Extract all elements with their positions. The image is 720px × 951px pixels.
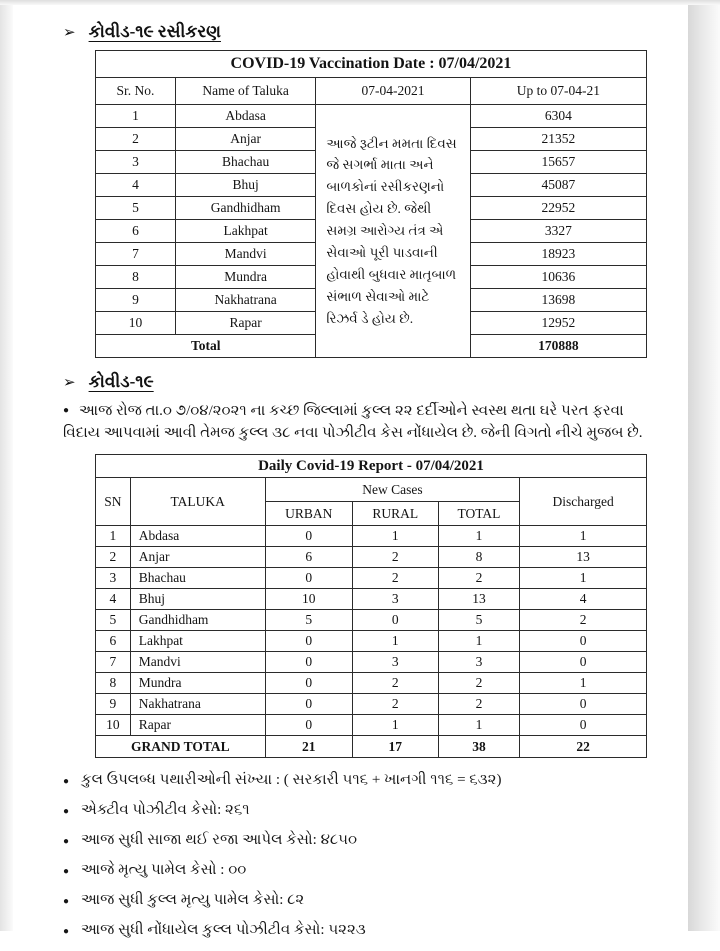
table-row [96, 631, 647, 652]
taluka-cell: Abdasa [130, 526, 265, 547]
upto-cell: 13698 [470, 289, 646, 312]
vaccination-table-title-row [96, 51, 647, 78]
taluka-cell: Anjar [130, 547, 265, 568]
header-total: TOTAL [438, 502, 520, 526]
table-row [96, 652, 647, 673]
discharged-cell: 0 [520, 715, 647, 736]
urban-cell: 0 [265, 715, 352, 736]
daily-report-table [95, 454, 647, 758]
sn-cell: 8 [96, 673, 131, 694]
table-row [96, 673, 647, 694]
taluka-cell: Abdasa [175, 105, 316, 128]
header-urban: URBAN [265, 502, 352, 526]
bullet-text: એક્ટીવ પોઝીટીવ કેસો: ૨૬૧ [81, 802, 250, 818]
sn-cell: 9 [96, 694, 131, 715]
total-cell: 2 [438, 673, 520, 694]
daily-table-header-row-1 [96, 478, 647, 502]
list-item [63, 891, 720, 911]
table-row [96, 694, 647, 715]
urban-cell: 0 [265, 694, 352, 715]
section-heading-text: કોવીડ-૧૯ રસીકરણ [88, 22, 221, 41]
discharged-cell: 1 [520, 673, 647, 694]
list-item [63, 861, 720, 881]
total-label: Total [96, 335, 316, 358]
upto-cell: 22952 [470, 197, 646, 220]
sr-cell: 2 [96, 128, 176, 151]
bullet-icon: ● [63, 806, 70, 817]
total-cell: 13 [438, 589, 520, 610]
taluka-cell: Bhuj [130, 589, 265, 610]
daily-table-title: Daily Covid-19 Report - 07/04/2021 [96, 455, 647, 478]
table-row [96, 547, 647, 568]
sn-cell: 4 [96, 589, 131, 610]
section-heading-covid [63, 372, 720, 392]
grand-total-label: GRAND TOTAL [96, 736, 266, 758]
urban-cell: 0 [265, 673, 352, 694]
taluka-cell: Mandvi [175, 243, 316, 266]
rural-cell: 3 [352, 652, 438, 673]
sr-cell: 5 [96, 197, 176, 220]
table-row [96, 610, 647, 631]
upto-cell: 21352 [470, 128, 646, 151]
arrowhead-icon: ➢ [63, 25, 76, 41]
arrowhead-icon: ➢ [63, 375, 76, 391]
sn-cell: 3 [96, 568, 131, 589]
grand-total-total: 38 [438, 736, 520, 758]
bullet-text: આજે મૃત્યુ પામેલ કેસો : ૦૦ [81, 862, 247, 878]
urban-cell: 10 [265, 589, 352, 610]
bullet-text: કુલ ઉપલબ્ધ પથારીઓની સંખ્યા : ( સરકારી ૫૧૬ + ખાનગી ૧૧૬ = ૬૩૨) [81, 772, 502, 788]
upto-cell: 12952 [470, 312, 646, 335]
discharged-cell: 4 [520, 589, 647, 610]
taluka-cell: Gandhidham [130, 610, 265, 631]
taluka-cell: Bhuj [175, 174, 316, 197]
bullet-icon: ● [63, 776, 70, 787]
sn-cell: 10 [96, 715, 131, 736]
header-sr-no: Sr. No. [96, 78, 176, 105]
vaccination-table-title: COVID-19 Vaccination Date : 07/04/2021 [96, 51, 647, 78]
header-taluka: Name of Taluka [175, 78, 316, 105]
sr-cell: 10 [96, 312, 176, 335]
urban-cell: 0 [265, 568, 352, 589]
table-row [96, 568, 647, 589]
table-row [96, 526, 647, 547]
header-new-cases: New Cases [265, 478, 520, 502]
sn-cell: 6 [96, 631, 131, 652]
taluka-cell: Gandhidham [175, 197, 316, 220]
grand-total-discharged: 22 [520, 736, 647, 758]
sn-cell: 7 [96, 652, 131, 673]
header-upto: Up to 07-04-21 [470, 78, 646, 105]
grand-total-urban: 21 [265, 736, 352, 758]
upto-cell: 3327 [470, 220, 646, 243]
total-cell: 5 [438, 610, 520, 631]
rural-cell: 1 [352, 631, 438, 652]
rural-cell: 2 [352, 694, 438, 715]
sr-cell: 9 [96, 289, 176, 312]
sr-cell: 3 [96, 151, 176, 174]
sn-cell: 5 [96, 610, 131, 631]
sr-cell: 8 [96, 266, 176, 289]
upto-cell: 15657 [470, 151, 646, 174]
total-cell: 2 [438, 568, 520, 589]
vaccination-table-header-row [96, 78, 647, 105]
bullet-icon: ● [63, 926, 70, 937]
taluka-cell: Rapar [130, 715, 265, 736]
list-item [63, 771, 720, 791]
header-taluka: TALUKA [130, 478, 265, 526]
bullet-text: આજ સુધી કુલ્લ મૃત્યુ પામેલ કેસો: ૮૨ [81, 892, 305, 908]
sr-cell: 6 [96, 220, 176, 243]
discharged-cell: 1 [520, 568, 647, 589]
taluka-cell: Nakhatrana [130, 694, 265, 715]
taluka-cell: Anjar [175, 128, 316, 151]
upto-cell: 6304 [470, 105, 646, 128]
total-cell: 1 [438, 715, 520, 736]
rural-cell: 2 [352, 568, 438, 589]
list-item [63, 921, 720, 941]
taluka-cell: Mundra [175, 266, 316, 289]
bullet-text: આજ સુધી નોંધાયેલ કુલ્લ પોઝીટીવ કેસો: ૫૨૨૩ [81, 922, 366, 938]
upto-cell: 18923 [470, 243, 646, 266]
discharged-cell: 2 [520, 610, 647, 631]
intro-paragraph [63, 400, 657, 444]
total-cell: 3 [438, 652, 520, 673]
taluka-cell: Lakhpat [175, 220, 316, 243]
urban-cell: 0 [265, 652, 352, 673]
sr-cell: 4 [96, 174, 176, 197]
grand-total-rural: 17 [352, 736, 438, 758]
section-heading-text: કોવીડ-૧૯ [88, 372, 154, 391]
bullet-icon: ● [63, 896, 70, 907]
table-row [96, 589, 647, 610]
discharged-cell: 1 [520, 526, 647, 547]
bullet-icon: ● [63, 836, 70, 847]
taluka-cell: Nakhatrana [175, 289, 316, 312]
urban-cell: 0 [265, 631, 352, 652]
upto-cell: 10636 [470, 266, 646, 289]
taluka-cell: Mandvi [130, 652, 265, 673]
taluka-cell: Lakhpat [130, 631, 265, 652]
sn-cell: 1 [96, 526, 131, 547]
taluka-cell: Rapar [175, 312, 316, 335]
taluka-cell: Bhachau [130, 568, 265, 589]
rural-cell: 1 [352, 526, 438, 547]
taluka-cell: Bhachau [175, 151, 316, 174]
table-row [96, 105, 647, 128]
header-sn: SN [96, 478, 131, 526]
section-heading-vaccination [63, 0, 720, 42]
vaccination-note: આજે રૂટીન મમતા દિવસ જે સગર્ભા માતા અને બાળકોનાં રસીકરણનો દિવસ હોય છે. જેથી સમગ્ર આરોગ્ય તંત્ર એ સેવાઓ પૂરી પાડવાની હોવાથી બુધવાર માતૃબાળ સંભાળ સેવાઓ માટે રિઝર્વ ડે હોય છે. [316, 105, 470, 358]
discharged-cell: 0 [520, 694, 647, 715]
header-today: 07-04-2021 [316, 78, 470, 105]
upto-cell: 45087 [470, 174, 646, 197]
rural-cell: 2 [352, 547, 438, 568]
rural-cell: 2 [352, 673, 438, 694]
bullet-text: આજ સુધી સાજા થઈ રજા આપેલ કેસો: ૪૮૫૦ [81, 832, 358, 848]
taluka-cell: Mundra [130, 673, 265, 694]
sr-cell: 7 [96, 243, 176, 266]
urban-cell: 6 [265, 547, 352, 568]
rural-cell: 0 [352, 610, 438, 631]
total-cell: 8 [438, 547, 520, 568]
sn-cell: 2 [96, 547, 131, 568]
list-item [63, 831, 720, 851]
urban-cell: 5 [265, 610, 352, 631]
header-rural: RURAL [352, 502, 438, 526]
vaccination-table [95, 50, 647, 358]
sr-cell: 1 [96, 105, 176, 128]
bullet-icon: ● [63, 866, 70, 877]
list-item [63, 801, 720, 821]
total-cell: 2 [438, 694, 520, 715]
total-cell: 1 [438, 526, 520, 547]
discharged-cell: 0 [520, 631, 647, 652]
grand-total-row [96, 736, 647, 758]
summary-bullet-list [63, 771, 720, 941]
rural-cell: 3 [352, 589, 438, 610]
total-value: 170888 [470, 335, 646, 358]
daily-table-title-row [96, 455, 647, 478]
table-row [96, 715, 647, 736]
header-discharged: Discharged [520, 478, 647, 526]
urban-cell: 0 [265, 526, 352, 547]
rural-cell: 1 [352, 715, 438, 736]
discharged-cell: 13 [520, 547, 647, 568]
bullet-icon: ● [63, 405, 70, 416]
intro-text: આજ રોજ તા.૦ ૭/૦૪/૨૦૨૧ ના કચ્છ જિલ્લામાં કુલ્લ ૨૨ દર્દીઓને સ્વસ્થ થતા ઘરે પરત ફરવા વિદાય આપવામાં આવી તેમજ કુલ્લ ૩૮ નવા પોઝીટીવ કેસ નોંધાયેલ છે. જેની વિગતો નીચે મુજબ છે. [63, 403, 643, 441]
discharged-cell: 0 [520, 652, 647, 673]
total-cell: 1 [438, 631, 520, 652]
